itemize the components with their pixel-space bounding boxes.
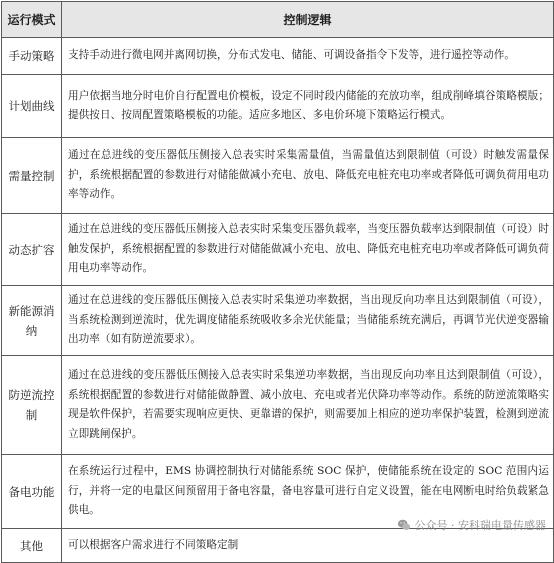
logic-cell: 通过在总进线的变压器低压侧接入总表实时采集逆功率数据，当出现反向功率且达到限制值（可设），系统根据配置的参数进行对储能做静置、减小放电、充电或者光伏降功率等动作。系统的防逆流策略实现是软件保护，若需要实现响应更快、更靠谱的保护，则需要加上相应的逆功率保护装置，检测到逆流立即跳闸保护。 [62,356,554,455]
table-row [2,38,554,75]
watermark [397,517,547,533]
table-row [2,356,554,455]
mode-cell: 手动策略 [2,38,62,75]
mode-cell: 备电功能 [2,455,62,529]
mode-cell: 动态扩容 [2,214,62,286]
table-row [2,138,554,214]
mode-cell: 其他 [2,529,62,563]
logic-cell: 在系统运行过程中，EMS 协调控制执行对储能系统 SOC 保护，使储能系统在设定的 SOC 范围内运行，并将一定的电量区间预留用于备电容量，备电容量可进行自定义设置，能在电网断电时给负载紧急供电。 [62,455,554,529]
header-logic: 控制逻辑 [62,2,554,38]
watermark-text: 公众号 · 安科瑞电量传感器 [414,519,546,532]
table-row [2,214,554,286]
table-row [2,529,554,563]
control-strategy-table [1,1,554,563]
mode-cell: 计划曲线 [2,75,62,138]
logic-cell: 支持手动进行微电网并离网切换，分布式发电、储能、可调设备指令下发等，进行遥控等动作。 [62,38,554,75]
logic-cell: 通过在总进线的变压器低压侧接入总表实时采集逆功率数据，当出现反向功率且达到限制值（可设），当系统检测到逆流时，优先调度储能系统吸收多余光伏能量；当储能系统充满后，再调节光伏逆变器输出功率（如有防逆流要求）。 [62,286,554,356]
mode-cell: 防逆流控制 [2,356,62,455]
wechat-icon [397,518,411,532]
logic-cell: 通过在总进线的变压器低压侧接入总表实时采集需量值，当需量值达到限制值（可设）时触发需量保护，系统根据配置的参数进行对储能做减小充电、放电、降低充电桩充电功率或者降低可调负荷用电功率等动作。 [62,138,554,214]
mode-cell: 需量控制 [2,138,62,214]
table-row [2,286,554,356]
header-row [2,2,554,38]
logic-cell: 通过在总进线的变压器低压侧接入总表实时采集变压器负载率，当变压器负载率达到限制值（可设）时触发保护，系统根据配置的参数进行对储能做减小充电、放电、降低充电桩充电功率或者降低可调负荷用电功率等动作。 [62,214,554,286]
logic-cell: 可以根据客户需求进行不同策略定制 [62,529,554,563]
mode-cell: 新能源消纳 [2,286,62,356]
table-row [2,75,554,138]
logic-cell: 用户依据当地分时电价自行配置电价模板，设定不同时段内储能的充放功率，组成削峰填谷策略模版；提供按日、按周配置策略模板的功能。适应多地区、多电价环境下策略运行模式。 [62,75,554,138]
header-mode: 运行模式 [2,2,62,38]
